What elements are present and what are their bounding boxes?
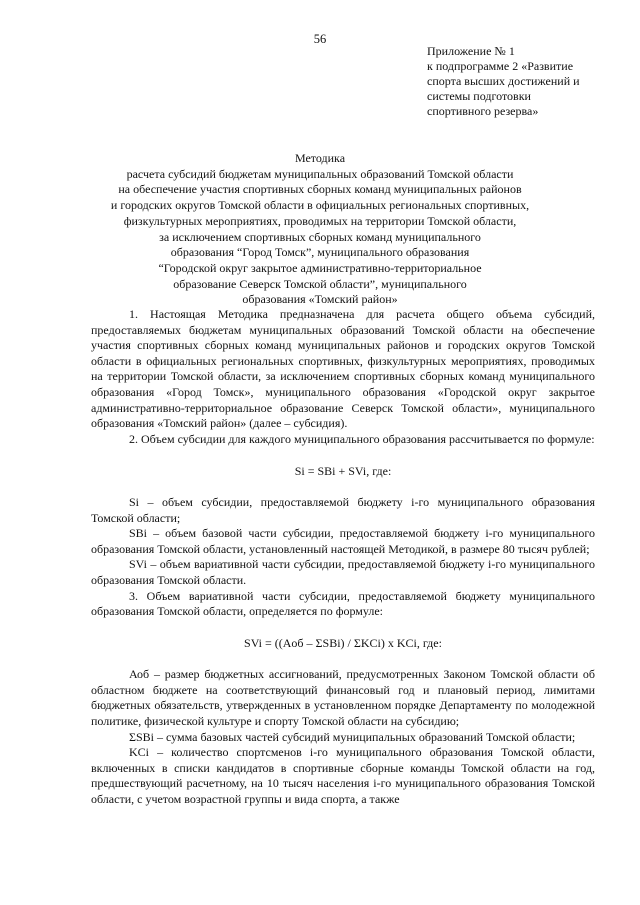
title-line: образования “Город Томск”, муниципального образования: [170, 245, 470, 260]
definition-aob: Аоб – размер бюджетных ассигнований, предусмотренных Законом Томской области об областном бюджете на соответствующий финансовый год и плановый период, лимитами бюджетных обязательств, утвержденных в установленном порядке Департаменту по молодежной политике, физической культуре и спорту Томской области на субсидию;: [91, 667, 595, 729]
formula-variable-part: SVi = ((Aоб – ΣSBi) / ΣKCi) x KCi, где:: [244, 635, 442, 650]
appendix-line: Приложение № 1: [427, 44, 515, 58]
title-line: за исключением спортивных сборных команд муниципального: [159, 229, 481, 244]
title-line: физкультурных мероприятиях, проводимых на территории Томской области,: [123, 213, 517, 228]
appendix-line: к подпрограмме 2 «Развитие: [427, 59, 574, 73]
appendix-line: системы подготовки: [427, 89, 531, 103]
definition-svi: SVi – объем вариативной части субсидии, предоставляемой бюджету i-го муниципального образования Томской области.: [91, 557, 595, 587]
paragraph-2: 2. Объем субсидии для каждого муниципального образования рассчитывается по формуле:: [129, 431, 595, 446]
paragraph-1: 1. Настоящая Методика предназначена для расчета общего объема субсидий, предоставляемых бюджетам муниципальных образований Томской области на обеспечение участия спортивных сборных команд муниципальных районов и городских округов Томской области в официальных региональных спортивных, физкультурных мероприятиях, проводимых на территории Томской области, за исключением спортивных сборных команд муниципального образования «Город Томск», муниципального образования «Городской округ закрытое административно-территориальное образование Северск Томской области», муниципального образования «Томский район» (далее – субсидия).: [91, 307, 595, 431]
definition-sbi: SBi – объем базовой части субсидии, предоставляемой бюджету i-го муниципального образования Томской области, установленный настоящей Методикой, в размере 80 тысяч рублей;: [91, 526, 595, 556]
definition-kci: KCi – количество спортсменов i-го муниципального образования Томской области, включенных в списки кандидатов в спортивные сборные команды Томской области на год, предшествующий расчетному, на 10 тысяч населения i-го муниципального образования Томской области, с учетом возрастной группы и вида спорта, а также: [91, 745, 595, 807]
appendix-note: [427, 44, 612, 119]
title-line: “Городской округ закрытое административно-территориальное: [158, 260, 482, 275]
paragraph-3: 3. Объем вариативной части субсидии, предоставляемой бюджету муниципального образования Томской области, определяется по формуле:: [91, 588, 595, 619]
title-line: Методика: [294, 151, 346, 165]
appendix-line: спорта высших достижений и: [427, 74, 580, 88]
appendix-line: спортивного резерва»: [427, 104, 539, 118]
document-body: [91, 307, 595, 808]
document-title: [0, 151, 640, 308]
title-line: и городских округов Томской области в официальных региональных спортивных,: [110, 198, 530, 213]
title-line: образования «Томский район»: [242, 292, 398, 307]
title-line: расчета субсидий бюджетам муниципальных образований Томской области: [126, 166, 514, 181]
page-number: 56: [313, 32, 327, 46]
title-line: образование Северск Томской области”, муниципального: [173, 276, 467, 291]
formula-subsidy: Si = SBi + SVi, где:: [294, 464, 392, 479]
title-line: на обеспечение участия спортивных сборных команд муниципальных районов: [118, 182, 522, 197]
definition-si: Si – объем субсидии, предоставляемой бюджету i-го муниципального образования Томской области;: [91, 494, 595, 525]
definition-sum-sbi: ΣSBi – сумма базовых частей субсидий муниципальных образований Томской области;: [129, 729, 576, 744]
